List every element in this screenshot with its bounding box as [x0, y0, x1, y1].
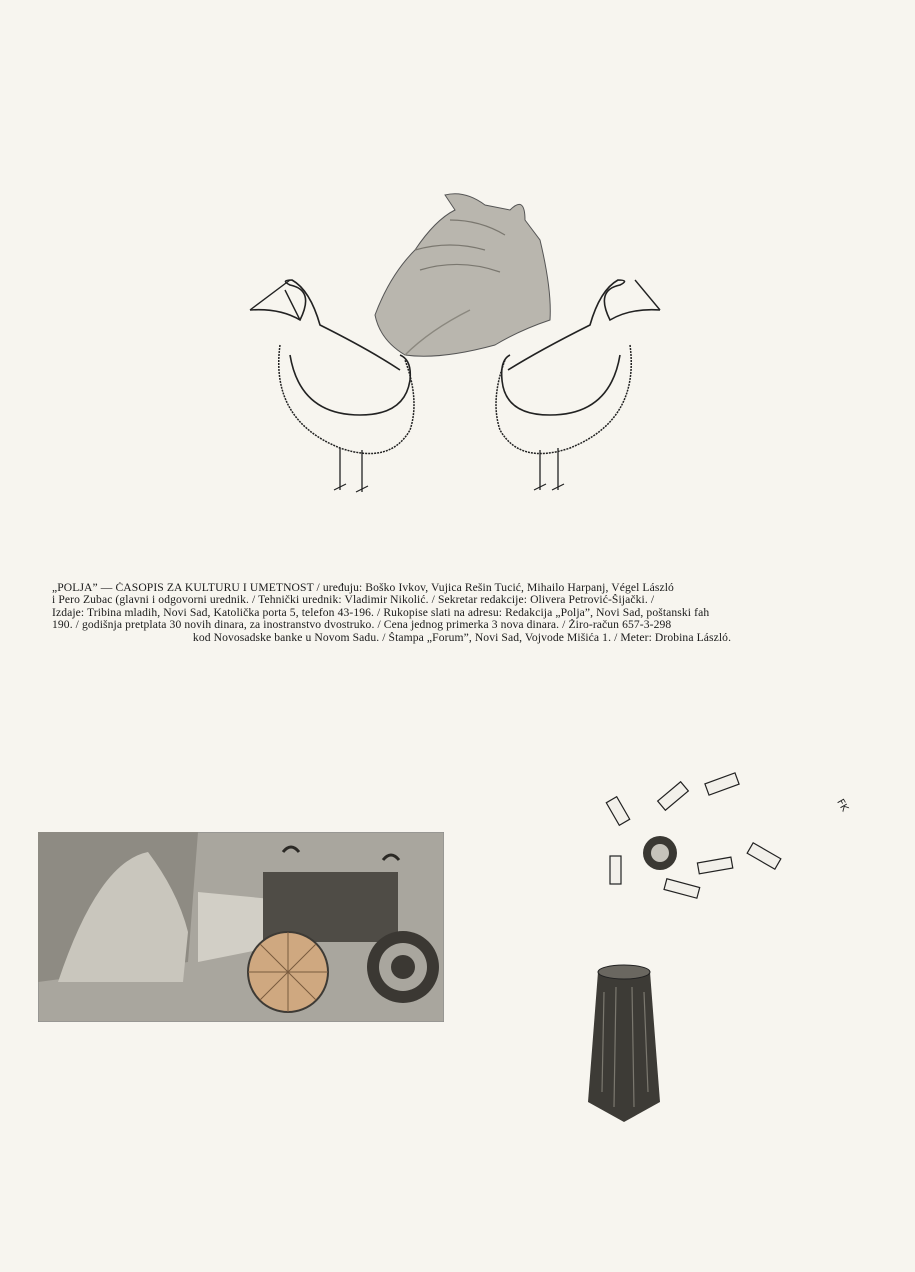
birds-hands-illustration [240, 180, 670, 500]
bottles-ball-illustration [600, 768, 800, 908]
monogram: FK [834, 797, 850, 814]
colophon-line-5: kod Novosadske banke u Novom Sadu. / Štampa „Forum”, Novi Sad, Vojvode Mišića 1. / Meter: Drobina László. [192, 631, 732, 644]
colophon-line-4: 190. / godišnja pretplata 30 novih dinara, za inostranstvo dvostruko. / Cena jednog primerka 3 nova dinara. / Žiro-račun 657-3-298 [52, 619, 672, 632]
colophon-line-2: i Pero Zubac (glavni i odgovorni urednik. / Tehnički urednik: Vladimir Nikolić. / Sekretar redakcije: Olivera Petrović-Šijački. / [52, 594, 655, 607]
tractor-collage-image [38, 832, 444, 1022]
colophon-line-3: Izdaje: Tribina mladih, Novi Sad, Katolička porta 5, telefon 43-196. / Rukopise slati na adresu: Redakcija „Polja”, Novi Sad, poštanski fah [52, 606, 710, 619]
colophon [52, 582, 872, 644]
colophon-line-1: „POLJA” — ČASOPIS ZA KULTURU I UMETNOST / uređuju: Boško Ivkov, Vujica Rešin Tucić, Mihailo Harpanj, Végel László [52, 582, 674, 594]
tower-illustration [584, 962, 664, 1124]
